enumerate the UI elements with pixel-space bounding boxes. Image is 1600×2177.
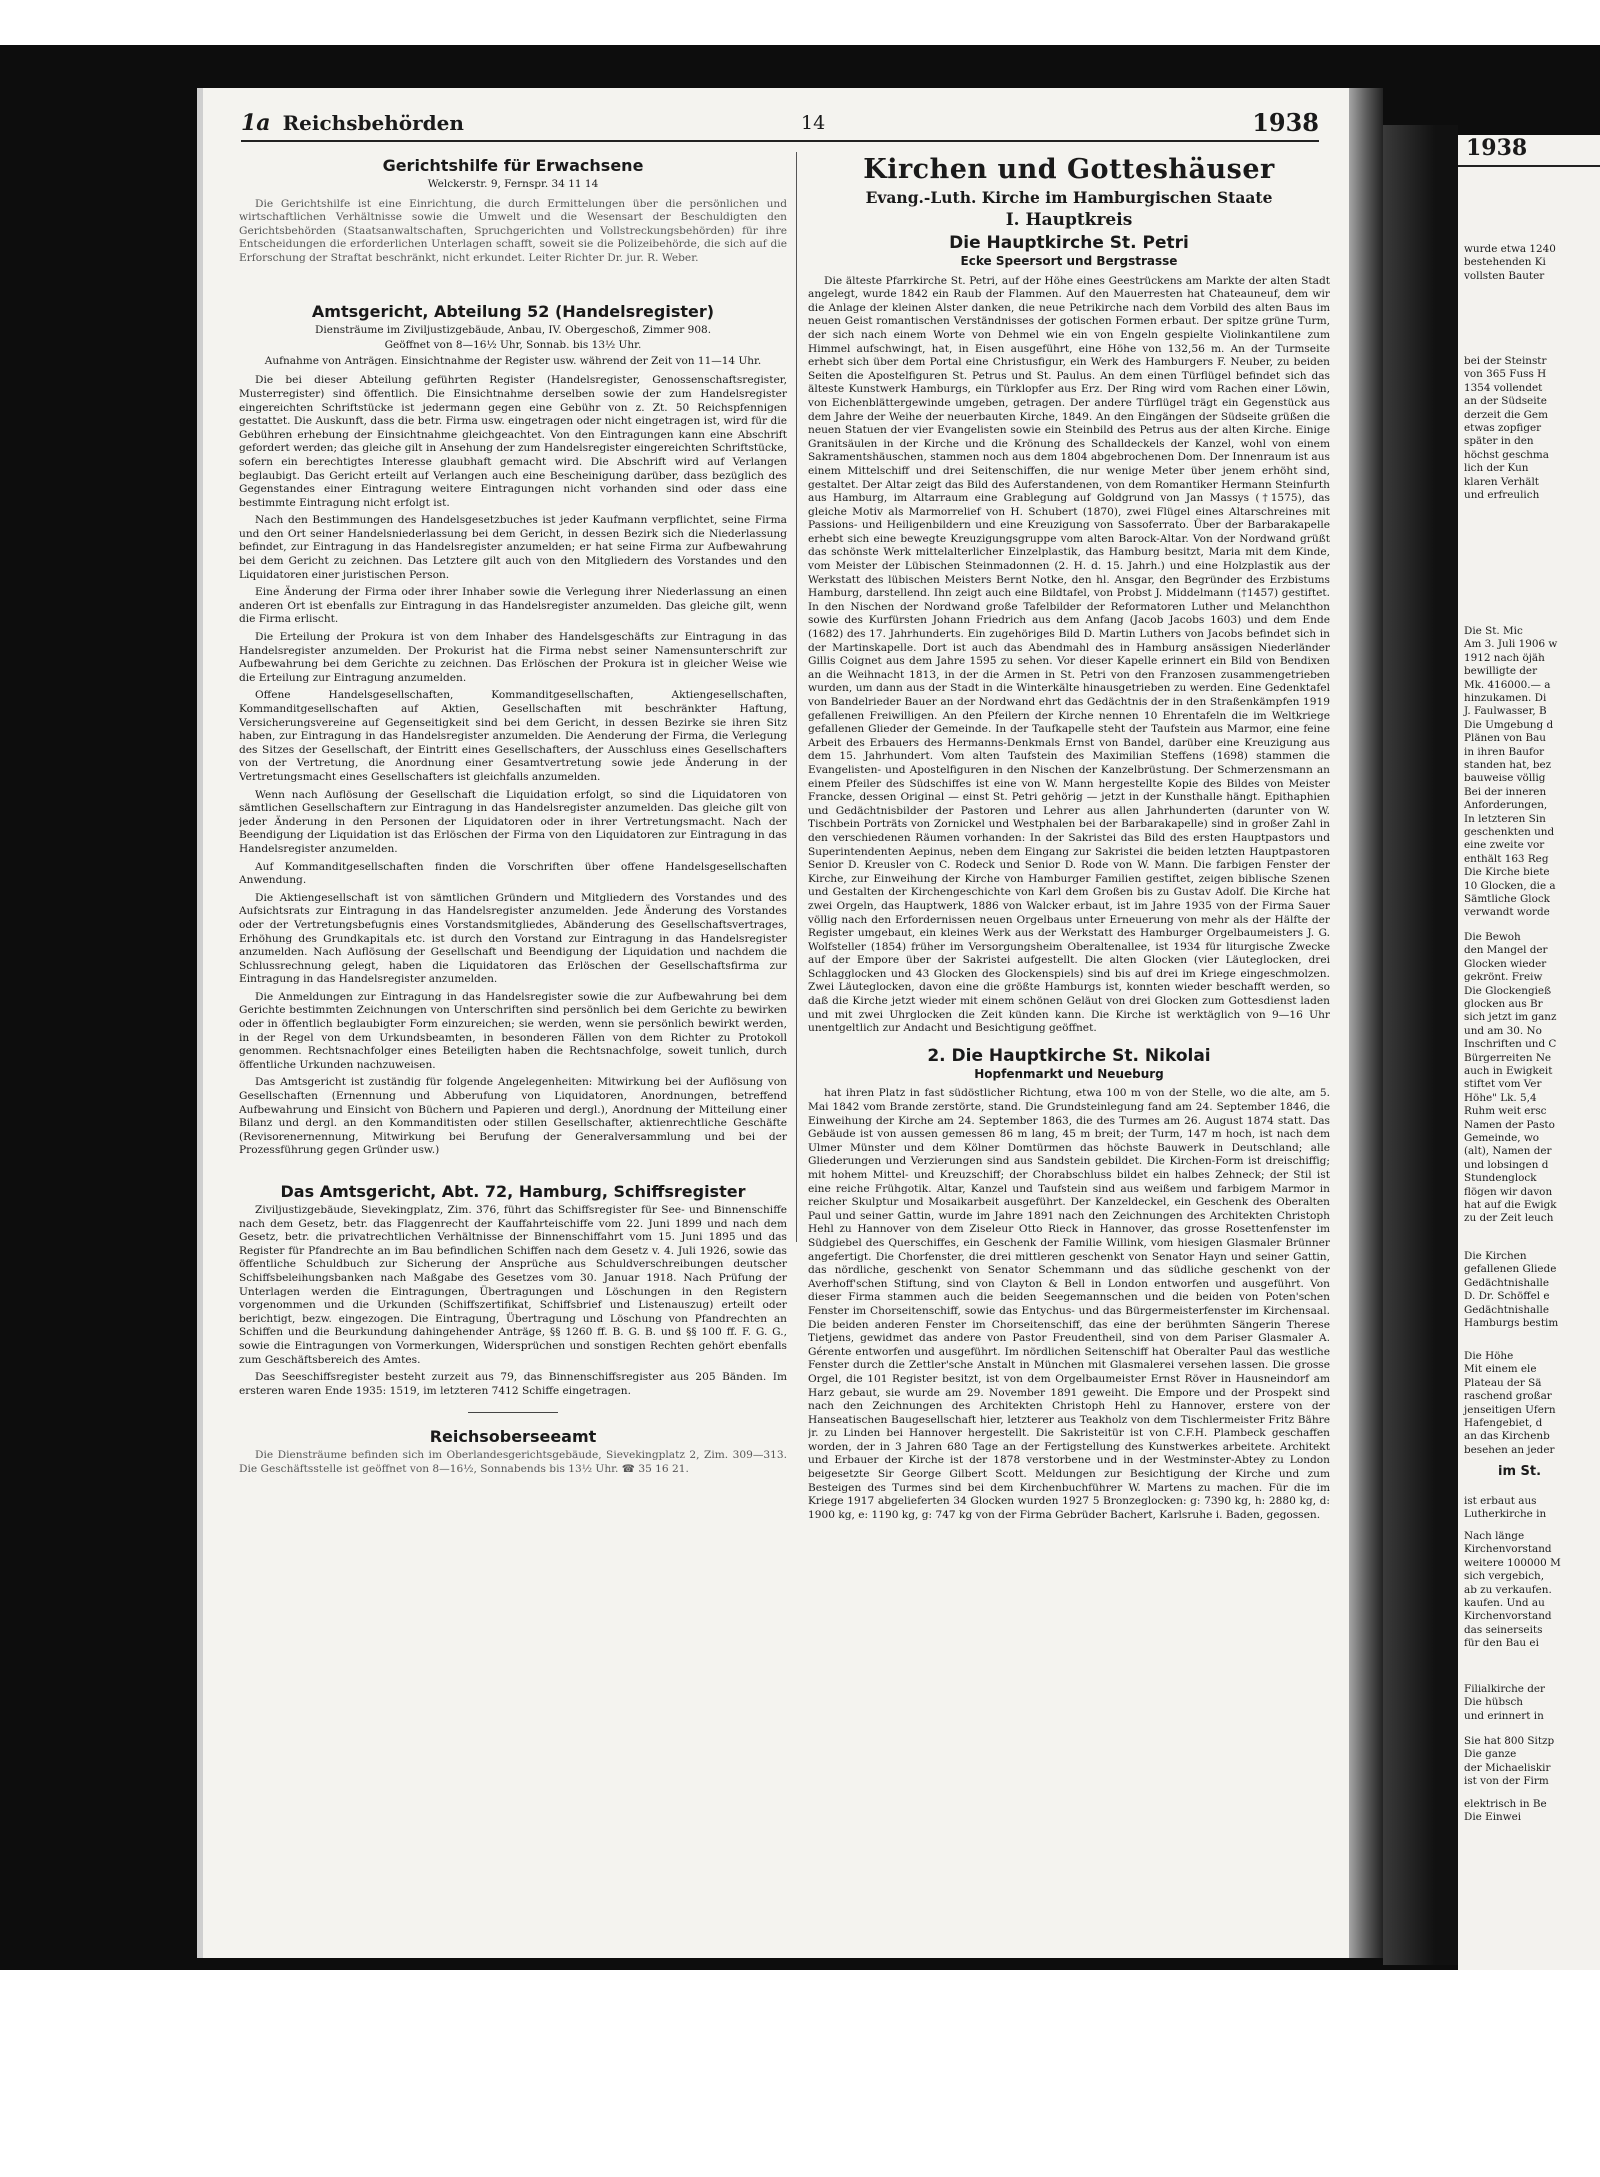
right-column: [808, 152, 1330, 1892]
right-page-line: Hamburgs bestim: [1464, 1317, 1559, 1329]
right-page-line: Kirchenvorstand: [1464, 1543, 1552, 1556]
section-address: Welckerstr. 9, Fernspr. 34 11 14: [427, 178, 599, 190]
right-page-line: Kirchenvorstand: [1464, 1610, 1552, 1623]
right-page-fragment: [1458, 135, 1600, 1970]
church-address: Hopfenmarkt und Neueburg: [974, 1066, 1164, 1081]
paragraph: Ziviljustizgebäude, Sievekingplatz, Zim. 376, führt das Schiffsregister für See- und Binnenschiffe nach dem Gesetz, betr. das Flaggenrecht der Kauffahrteischiffe vom 22. Juni 1899 und nach dem Gesetz, betr. die privatrechtlichen Verhältnisse der Binnenschiffahrt vom 15. Juni 1895 und das Register für Pfandrechte an im Bau befindlichen Schiffen nach dem Gesetz v. 4. Juli 1926, sowie das öffentliche Schuldbuch zur Sicherung der Ansprüche aus Schuldverschreibungen deutscher Schiffsbeleihungsbanken nach Maßgabe des Gesetzes vom 30. Januar 1918. Nach Prüfung der Unterlagen werden die Eintragungen, Übertragungen und Löschungen in den Registern vorgenommen und die Urkunden (Schiffszertifikat, Schiffsbrief und Listenauszug) erteilt oder berichtigt, bezw. eingezogen. Die Eintragung, Übertragung und Löschung von Pfandrechten an Schiffen und die Beurkundung dahingehender Anträge, §§ 1260 ff. B. G. B. und §§ 100 ff. F. G. G., sowie die Eintragungen von Vormerkungen, Widersprüchen und sonstigen Rechten gehört ebenfalls zum Geschäftsbereich des Amtes.: [239, 1204, 787, 1366]
right-page-line: in ihren Baufor: [1464, 745, 1545, 758]
right-page-line: sich jetzt im ganz: [1464, 1011, 1557, 1024]
right-page-line: jenseitigen Ufern: [1464, 1403, 1556, 1416]
right-page-line: höchst geschma: [1464, 448, 1549, 461]
page-edge-shadow: [1383, 125, 1458, 1965]
right-page-line: Die Glockengieß: [1464, 984, 1552, 997]
right-page-year: 1938: [1466, 135, 1528, 161]
right-page-line: stiftet vom Ver: [1464, 1078, 1542, 1091]
right-page-line: zu der Zeit leuch: [1464, 1212, 1554, 1225]
right-page-line: Die Kirche biete: [1464, 866, 1550, 879]
right-page-line: wurde etwa 1240: [1464, 243, 1556, 255]
right-page-line: Gedächtnishalle: [1464, 1276, 1550, 1289]
right-page-line: Die St. Mic: [1464, 625, 1523, 637]
paragraph: Wenn nach Auflösung der Gesellschaft die Liquidation erfolgt, so sind die Liquidatoren von sämtlichen Gesellschaftern zur Eintragung in das Handelsregister anzumelden. Das gleiche gilt von jeder Änderung in den Personen der Liquidatoren oder in ihrer Vertretungsmacht. Nach der Beendigung der Liquidation ist das Erlöschen der Firma von den Liquidatoren zur Eintragung in das Handelsregister anzumelden.: [239, 788, 787, 855]
right-page-line: Filialkirche der: [1464, 1683, 1546, 1695]
right-page-line: der Michaeliskir: [1464, 1761, 1551, 1774]
right-page-line: Bürgerreiten Ne: [1464, 1051, 1552, 1064]
right-page-line: 10 Glocken, die a: [1464, 879, 1556, 892]
right-page-line: an der Südseite: [1464, 395, 1547, 408]
right-page-line: das seinerseits: [1464, 1623, 1543, 1636]
right-page-line: Die Bewoh: [1464, 931, 1521, 943]
right-page-line: und am 30. No: [1464, 1024, 1542, 1037]
left-page: [197, 88, 1349, 1958]
right-page-line: auch in Ewigkeit: [1464, 1065, 1553, 1077]
right-page-line: an das Kirchenb: [1464, 1430, 1550, 1443]
right-page-line: geschenkten und: [1464, 826, 1555, 838]
paragraph: Die Gerichtshilfe ist eine Einrichtung, die durch Ermittelungen über die persönlichen und wirtschaftlichen Verhältnisse sowie die Umwelt und die Wesensart der Beschuldigten den Gerichtsbehörden (Staatsanwaltschaften, Spruchgerichten und Vollstreckungsbehörden) für ihre Entscheidungen die erforderlichen Unterlagen schafft, soweit sie die Polizeibehörde, die sich auf die Erforschung der Straftat beschränkt, nicht erkundet. Leiter Richter Dr. jur. R. Weber.: [239, 197, 787, 264]
right-page-line: raschend großar: [1464, 1390, 1552, 1403]
paragraph: Eine Änderung der Firma oder ihrer Inhaber sowie die Verlegung ihrer Niederlassung an einen anderen Ort ist ebenfalls zur Eintragung in das Handelsregister anzumelden. Das gleiche gilt, wenn die Firma erlischt.: [239, 586, 787, 626]
paragraph: Das Seeschiffsregister besteht zurzeit aus 79, das Binnenschiffsregister aus 205 Bänden. Im ersteren waren Ende 1935: 1519, im letzteren 7412 Schiffe eingetragen.: [239, 1371, 787, 1397]
paragraph: Offene Handelsgesellschaften, Kommanditgesellschaften, Aktiengesellschaften, Kommanditgesellschaften auf Aktien, Gesellschaften mit beschränkter Haftung, Versicherungsvereine auf Gegenseitigkeit sind bei dem Gericht, in dessen Bezirke sie ihren Sitz haben, zur Eintragung in das Handelsregister anzumelden. Die Aenderung der Firma, die Verlegung des Sitzes der Gesellschaft, der Eintritt eines Gesellschafters, der Ausschluss eines Gesellschafters von der Vertretung, die Anordnung einer Gesamtvertretung sowie jede Änderung in der Vertretungsmacht eines Gesellschafters ist gleichfalls anzumelden.: [239, 689, 787, 783]
right-page-line: standen hat, bez: [1464, 759, 1552, 771]
church-title: Die Hauptkirche St. Petri: [949, 233, 1189, 253]
section-title: Gerichtshilfe für Erwachsene: [382, 156, 644, 175]
right-page-line: Sie hat 800 Sitzp: [1464, 1735, 1555, 1747]
section-st-nikolai: [808, 1046, 1330, 1523]
right-page-line: Die hübsch: [1464, 1696, 1523, 1709]
right-page-line: Die ganze: [1464, 1748, 1517, 1761]
right-page-line: 1912 nach öjäh: [1464, 651, 1545, 664]
separator-rule: [468, 1412, 558, 1413]
right-page-line: Die Kirchen: [1464, 1250, 1527, 1262]
right-page-line: In letzteren Sin: [1464, 812, 1546, 825]
right-page-line: Bei der inneren: [1464, 785, 1547, 798]
paragraph: Nach den Bestimmungen des Handelsgesetzbuches ist jeder Kaufmann verpflichtet, seine Firma und den Ort seiner Handelsniederlassung bei dem Gericht, in dessen Bezirk sich die Niederlassung befindet, zur Eintragung in das Handelsregister anzumelden; er hat seine Firma zur Aufbewahrung bei dem Gericht zu zeichnen. Das Letztere gilt auch von den Mitgliedern des Vorstandes und den Liquidatoren einer juristischen Person.: [239, 514, 787, 581]
right-page-line: von 365 Fuss H: [1464, 368, 1547, 381]
right-page-line: J. Faulwasser, B: [1464, 705, 1547, 718]
right-page-header-rule: [1458, 165, 1600, 167]
paragraph: Die älteste Pfarrkirche St. Petri, auf der Höhe eines Geestrückens am Markte der alten Stadt angelegt, wurde 1842 ein Raub der Flammen. Auf den Mauerresten hat Chateauneuf, dem wir die Anlage der kleinen Alster danken, die neue Petrikirche nach dem Vorbild des alten Baus im neuen Geist romantischen Verständnisses der gotischen Formen erbaut. Der spitze grüne Turm, der sich nach einem Worte von Dehmel wie ein von Engeln gespielte Violinkantilene zum Himmel aufschwingt, hat, in Eisen ausgeführt, eine Höhe von 132,56 m. An der Turmseite erhebt sich über dem Portal eine Christusfigur, ein Werk des Hamburgers F. Neuber, zu beiden Seiten die Apostelfiguren St. Petrus und St. Paulus. An dem einen Türflügel befindet sich das älteste Kunstwerk Hamburgs, ein Türklopfer aus Erz. Der Ring wird vom Rachen einer Löwin, von Eichenblättergewinde umgeben, getragen. Der andere Türflügel trägt ein Gegenstück aus dem Jahre der Weihe der neuerbauten Kirche, 1849. An den Eingängen der Südseite grüßen die neuen Statuen der vier Evangelisten sowie ein Steinbild des Petrus aus der alten Kirche. Einige Granitsäulen in der Kirche und die Krönung des Schalldeckels der Kanzel, wohl von einem Sakramentshäuschen, stammen noch aus dem 1804 abgebrochenen Dom. Der Innenraum ist aus einem Mittelschiff und drei Seitenschiffen, die nur wenige Meter über jenem erhöht sind, gestaltet. Der Altar zeigt das Bild des Auferstandenen, von dem Romantiker Hermann Steinfurth aus Hamburg, im Altarraum eine Grablegung auf Goldgrund von Jan Massys (†1575), das gleiche Motiv als Marmorrelief von H. Schubert (1870), zwei Flügel eines Altarschreines mit Passions- und Heiligenbildern und eine Kreuzigung von Sassoferrato. Über der Barbarakapelle erhebt sich eine bewegte Kreuzigungsgruppe vom alten Barock-Altar. Von der Nordwand grüßt das schönste Werk mittelalterlicher Einzelplastik, das Hamburg besitzt, Maria mit dem Kinde, vom Meister der Lübischen Steinmadonnen (2. H. d. 15. Jahrh.) und eine Holzplastik aus der Werkstatt des lübischen Meisters Bernt Notke, den hl. Ansgar, den Begründer des Erzbistums Hamburg, darstellend. Ihn zeigt auch eine Bildtafel, von Probst J. Middelmann (†1457) gestiftet. In den Nischen der Nordwand große Tafelbilder der Reformatoren Luther und Melanchthon sowie des Kurfürsten Johann Friedrich aus dem Anfang (Jacob Jacobs 1603) und dem Ende (1682) des 17. Jahrhunderts. Ein zugehöriges Bild D. Martin Luthers von Jacobs befindet sich in der Martinskapelle. Dort ist auch das Abendmahl des in Hamburg ansässigen Niederländer Gillis Coignet aus dem Jahre 1595 zu sehen. Vor dieser Kapelle erinnert ein Bild von Bendixen an die Weihnacht 1813, in der die Armen in St. Petri von den Franzosen zusammengetrieben wurden, um dann aus der Stadt in die Winterkälte hinausgetrieben zu werden. Eine Gedenktafel von Bandelrieder Bauer an der Nordwand ehrt das Gedächtnis der in den Straßenkämpfen 1919 gefallenen Freiwilligen. An den Pfeilern der Kirche nennen 10 Ehrentafeln die im Weltkriege gefallenen Glieder der Gemeinde. In der Taufkapelle steht der Taufstein aus Marmor, eine feine Arbeit des Erbauers des Hermanns-Denkmals Ernst von Bandel, darüber eine Kreuzigung aus dem 15. Jahrhundert. Vom alten Taufstein des Maximilian Steffens (1698) stammen die Evangelisten- und Apostelfiguren in den Nischen der Kanzelbrüstung. Der Schmerzensmann an einem Pfeiler des Südschiffes ist eine von W. Mann hergestellte Kopie des Bildes von Meister Francke, dessen Original — einst St. Petri gehörig — jetzt in der Kunsthalle hängt. Epithaphien und Gedächtnisbilder der Pastoren und Lehrer aus allen Jahrhunderten (darunter von W. Tischbein Porträts von Zornickel und Westphalen bei der Barbarakapelle) sind in großer Zahl in den verschiedenen Räumen vorhanden: In der Sakristei das Bild des ersten Hauptpastors und Superintendenten Aepinus, neben dem Eingang zur Sakristei die beiden letzten Hauptpastoren Senior D. Kreusler von C. Rodeck und Senior D. Rode von W. Mann. Die farbigen Fenster der Kirche, zur Einweihung der Kirche von Hamburger Familien gestiftet, zeigen biblische Szenen und Gestalten der Kirchengeschichte von Karl dem Großen bis zu Gustav Adolf. Die Kirche hat zwei Orgeln, das Hauptwerk, 1886 von Walcker erbaut, ist im Jahre 1935 von der Firma Sauer völlig nach den Erfordernissen neuen Orgelbaus unter Erneuerung von mehr als der Hälfte der Register umgebaut, ein kleines Werk aus der Werkstatt des Hamburger Orgelbaumeisters J. G. Wolfsteller (1854) früher im Versorgungsheim Oberaltenallee, ist 1934 für liturgische Zwecke auf der Empore über der Sakristei aufgestellt. Die alten Glocken (vier Läuteglocken, drei Schlagglocken und 43 Glocken des Glockenspiels) sind bis auf drei im Kriege eingeschmolzen. Zwei Läuteglocken, davon eine die größte Hamburgs ist, konnten wieder beschafft werden, so daß die Kirche jetzt wieder mit einem schönen Geläut von drei Glocken zum Gottesdienst laden und mit zwei Uhrglocken die Zeit künden kann. Die Kirche ist werktäglich von 9—16 Uhr unentgeltlich zur Andacht und Besichtigung geöffnet.: [808, 274, 1330, 1035]
right-page-line: flögen wir davon: [1464, 1185, 1553, 1198]
right-page-line: ist erbaut aus: [1464, 1495, 1537, 1507]
header-title: Reichsbehörden: [282, 111, 464, 135]
right-page-line: den Mangel der: [1464, 944, 1548, 957]
right-page-line: 1354 vollendet: [1464, 381, 1543, 394]
right-page-line: gefallenen Gliede: [1464, 1263, 1557, 1276]
right-page-line: etwas zopfiger: [1464, 422, 1542, 434]
right-page-line: Sämtliche Glock: [1464, 893, 1550, 905]
section-title: Amtsgericht, Abteilung 52 (Handelsregister): [311, 301, 715, 321]
right-page-line: Ruhm weit ersc: [1464, 1105, 1547, 1118]
right-page-line: für den Bau ei: [1464, 1637, 1539, 1650]
page-number: 14: [801, 112, 826, 134]
running-header: [241, 106, 1319, 142]
book-gutter: [1343, 88, 1383, 1958]
right-page-line: D. Dr. Schöffel e: [1464, 1290, 1550, 1303]
right-page-line: Die Einwei: [1464, 1811, 1522, 1824]
section-title: Reichsoberseeamt: [429, 1427, 597, 1447]
right-page-line: eine zweite vor: [1464, 839, 1545, 852]
paragraph: hat ihren Platz in fast südöstlicher Richtung, etwa 100 m von der Stelle, wo die alte, am 5. Mai 1842 vom Brande zerstörte, stand. Die Grundsteinlegung fand am 24. September 1846, die Einweihung der Kirche am 24. September 1863, die des Turmes am 26. August 1874 statt. Das Gebäude ist von aussen gemessen 86 m lang, 45 m breit; der Turm, 147 m hoch, ist nach dem Ulmer Münster und dem Kölner Domtürmen das höchste Bauwerk in Deutschland; alle Gliederungen und Verzierungen sind aus Sandstein gebildet. Die Kirchen-Form ist dreischiffig; mit hohem Mittel- und Kreuzschiff; der Chorabschluss bildet ein halbes Zehneck; der Stil ist eine reiche Frühgotik. Altar, Kanzel und Taufstein sind aus weißem und farbigem Marmor in reicher Skulptur und Mosaikarbeit ausgeführt. Der Kanzeldeckel, ein Geschenk des Oberalten Paul und seiner Gattin, wurde im Jahre 1891 nach den Zeichnungen des Architekten Christoph Hehl zu Hannover von dem Ziseleur Otto Rieck in Hannover, das grosse Rosettenfenster im Südgiebel des Querschiffes, ein Geschenk der Familie Willink, vom hiesigen Glasmaler Brünner angefertigt. Die Chorfenster, die drei mittleren geschenkt von Senator Hayn und seiner Gattin, das nördliche, geschenkt von Senator Schemmann und das südliche geschenkt von der Averhoff'schen Stiftung, sind von Clayton & Bell in London entworfen und ausgeführt. Von dieser Firma stammen auch die beiden Seegemannschen und die beiden von Poten'schen Fenster im Chorseitenschiff, sowie das Entychus- und das Bürgermeisterfenster im Kirchensaal. Die beiden anderen Fenster im Chorseitenschiff, das eine der berühmten Sängerin Therese Tietjens, gewidmet das andere von Pastor Freudentheil, sind von dem Pariser Glasmaler A. Gérente entworfen und ausgeführt. Im nördlichen Seitenschiff hat Oberalter Paul das westliche Fenster durch die Zettler'sche Anstalt in München mit Glasmalerei versehen lassen. Die grosse Orgel, die 101 Register besitzt, ist von dem Orgelbaumeister Ernst Röver in Hausneindorf am Harz gebaut, sie wurde am 29. November 1891 geweiht. Die Empore und der Prospekt sind nach den Zeichnungen des Architekten Christoph Hehl zu Hannover, erstere von der Hanseatischen Baugesellschaft hier, letzterer aus Teakholz von dem Tischlermeister Fritz Bähre jr. zu Linden bei Hannover hergestellt. Die Sakristeitür ist von C.F.H. Plambeck geschaffen worden, der in 3 Jahren 680 Tage an der Fertigstellung des Kunstwerkes arbeitete. Architekt und Erbauer der Kirche ist der 1878 verstorbene und in der Westminster-Abtey zu London beigesetzte Sir George Gilbert Scott. Meldungen zur Besichtigung der Kirche und zum Besteigen des Turmes sind bei dem Kirchenbuchführer W. Martens zu machen. Für die im Kriege 1917 abgelieferten 34 Glocken wurden 1927 5 Bronzeglocken: g: 7390 kg, h: 2880 kg, d: 1900 kg, e: 1190 kg, g: 747 kg von der Firma Gebrüder Bachert, Karlsruhe i. Baden, gegossen.: [808, 1087, 1330, 1521]
right-page-line: ab zu verkaufen.: [1464, 1583, 1552, 1596]
right-page-line: gekrönt. Freiw: [1464, 971, 1543, 984]
right-page-line: kaufen. Und au: [1464, 1597, 1545, 1609]
right-page-line: Plänen von Bau: [1464, 732, 1546, 745]
paragraph: Die Erteilung der Prokura ist von dem Inhaber des Handelsgeschäfts zur Eintragung in das Handelsregister anzumelden. Der Prokurist hat die Firma nebst seiner Namensunterschrift zur Aufbewahrung bei dem Gerichte zu zeichnen. Das Erlöschen der Prokura ist in gleicher Weise wie die Erteilung zur Eintragung anzumelden.: [239, 631, 787, 684]
church-title: 2. Die Hauptkirche St. Nikolai: [927, 1045, 1211, 1066]
paragraph: Die Anmeldungen zur Eintragung in das Handelsregister sowie die zur Aufbewahrung bei dem Gerichte bestimmten Zeichnungen von Unterschriften sind persönlich bei dem Gerichte zu bewirken oder in öffentlich beglaubigter Form einzureichen; sie werden, wenn sie persönlich bewirkt werden, in der Regel von dem Urkundsbeamten, in besonderen Fällen von dem Richter zu Protokoll genommen. Rechtsnachfolger eines Beteiligten haben die Rechtsnachfolge, soweit tunlich, durch öffentliche Urkunden nachzuweisen.: [239, 990, 787, 1071]
chapter-title: Kirchen und Gotteshäuser: [863, 154, 1275, 185]
right-page-line: (alt), Namen der: [1464, 1145, 1552, 1158]
right-page-line: lich der Kun: [1464, 462, 1529, 475]
right-page-line: enthält 163 Reg: [1464, 852, 1549, 865]
paragraph: Das Amtsgericht ist zuständig für folgende Angelegenheiten: Mitwirkung bei der Auflösung von Gesellschaften (Ernennung und Abberufung von Liquidatoren, Anordnungen, betreffend Aufbewahrung und Einsicht von Büchern und Papieren und dergl.), Anordnung der Mitteilung einer Bilanz und dergl. an den Kommanditisten oder stillen Gesellschafter, aktienrechtliche Geschäfte (Revisorenernennung, Mitwirkung bei Berufung der Generalversammlung und bei der Prozessführung gegen Gründer usw.): [239, 1076, 787, 1157]
right-page-line: Nach länge: [1464, 1530, 1525, 1542]
right-page-line: Anforderungen,: [1464, 799, 1548, 812]
paragraph: Auf Kommanditgesellschaften finden die Vorschriften über offene Handelsgesellschaften Anwendung.: [239, 860, 787, 887]
paragraph: Die Diensträume befinden sich im Oberlandesgerichtsgebäude, Sievekingplatz 2, Zim. 309—313. Die Geschäftsstelle ist geöffnet von 8—16½, Sonnabends bis 13½ Uhr. ☎ 35 16 21.: [239, 1449, 787, 1475]
right-page-line: Am 3. Juli 1906 w: [1464, 638, 1558, 651]
right-page-line: Namen der Pasto: [1464, 1118, 1555, 1131]
right-page-line: Die Umgebung d: [1464, 718, 1554, 731]
right-page-line: Gemeinde, wo: [1464, 1132, 1540, 1144]
right-page-line: vollsten Bauter: [1464, 269, 1545, 282]
right-page-line: Höhe" Lk. 5,4: [1464, 1091, 1537, 1104]
section-gerichtshilfe: [239, 156, 787, 266]
right-page-line: weitere 100000 M: [1464, 1556, 1561, 1569]
right-page-line: Plateau der Sä: [1464, 1376, 1542, 1389]
section-subline: Geöffnet von 8—16½ Uhr, Sonnab. bis 13½ Uhr.: [384, 339, 642, 352]
right-page-line: und erfreulich: [1464, 489, 1540, 501]
right-page-line: bewilligte der: [1464, 665, 1538, 678]
section-title: Das Amtsgericht, Abt. 72, Hamburg, Schiffsregister: [280, 1182, 746, 1201]
right-page-line: bei der Steinstr: [1464, 355, 1547, 367]
section-schiffsregister: [239, 1182, 787, 1398]
header-year: 1938: [1252, 108, 1319, 137]
right-page-line: Mk. 416000.— a: [1464, 678, 1551, 691]
right-page-line: bauweise völlig: [1464, 772, 1546, 785]
right-page-line: Lutherkirche in: [1464, 1508, 1547, 1521]
right-page-line: besehen an jeder: [1464, 1443, 1555, 1456]
right-page-line: bestehenden Ki: [1464, 256, 1546, 269]
left-column: [239, 152, 787, 1892]
right-page-line: im St.: [1498, 1464, 1542, 1479]
header-left: [241, 110, 464, 136]
right-page-line: und lobsingen d: [1464, 1158, 1549, 1171]
right-page-line: später in den: [1464, 435, 1534, 448]
right-page-line: derzeit die Gem: [1464, 408, 1548, 421]
right-page-line: ist von der Firm: [1464, 1775, 1549, 1788]
right-page-line: Glocken wieder: [1464, 957, 1547, 970]
section-reichsoberseeamt: [239, 1427, 787, 1476]
right-page-line: hat auf die Ewigk: [1464, 1199, 1557, 1211]
right-page-line: Die Höhe: [1464, 1350, 1514, 1362]
right-page-line: Mit einem ele: [1464, 1363, 1537, 1376]
right-page-line: klaren Verhält: [1464, 475, 1539, 488]
section-mark: 1a: [241, 110, 271, 136]
paragraph: Die bei dieser Abteilung geführten Register (Handelsregister, Genossenschaftsregister, Musterregister) sind öffentlich. Die Einsichtnahme derselben sowie der zum Handelsregister eingereichten Schriftstücke ist jedermann gegen eine Gebühr von z. Zt. 50 Reichspfennigen gestattet. Die Auskunft, dass die betr. Firma usw. eingetragen oder nicht eingetragen ist, wird für die Gebühren erhebung der Einsichtnahme gleichgeachtet. Von den Eintragungen kann eine Abschrift gefordert werden; das gleiche gilt in Ansehung der zum Handelsregister eingereichten Schriftstücke, sofern ein berechtigtes Interesse glaubhaft gemacht wird. Die Abschrift wird auf Verlangen beglaubigt. Das Gericht erteilt auf Verlangen auch eine Bescheinigung darüber, dass bezüglich des Gegenstandes einer Eintragung weitere Eintragungen nicht vorhanden sind oder dass eine bestimmte Eintragung nicht erfolgt ist.: [239, 374, 787, 509]
section-subline: Diensträume im Ziviljustizgebäude, Anbau, IV. Obergeschoß, Zimmer 908.: [314, 323, 712, 336]
column-divider: [796, 152, 797, 1242]
right-page-line: Inschriften und C: [1464, 1038, 1557, 1051]
right-page-line: hinzukamen. Di: [1464, 692, 1547, 704]
right-page-line: verwandt worde: [1464, 906, 1550, 919]
right-page-line: elektrisch in Be: [1464, 1798, 1547, 1810]
district-heading: I. Hauptkreis: [1005, 210, 1133, 230]
paragraph: Die Aktiengesellschaft ist von sämtlichen Gründern und Mitgliedern des Vorstandes und des Aufsichtsrats zur Eintragung in das Handelsregister anzumelden. Jede Änderung des Vorstandes oder der Vertretungsbefugnis eines Vorstandsmitgliedes, Abänderung des Gesellschaftsvertrages, Erhöhung des Grundkapitals etc. ist durch den Vorstand zur Eintragung in das Handelsregister anzumelden. Nach Auflösung der Gesellschaft und Beendigung der Liquidation und nachdem die Schlussrechnung gelegt, haben die Liquidatoren das Erlöschen der Gesellschaftsfirma zur Eintragung in das Handelsregister anzumelden.: [239, 891, 787, 986]
right-page-line: Hafengebiet, d: [1464, 1417, 1543, 1429]
right-page-line: und erinnert in: [1464, 1709, 1544, 1722]
section-handelsregister: [239, 302, 787, 1158]
section-subline: Aufnahme von Anträgen. Einsichtnahme der Register usw. während der Zeit von 11—14 Uhr.: [264, 354, 762, 367]
right-page-line: sich vergebich,: [1464, 1570, 1545, 1583]
section-st-petri: [808, 233, 1330, 1036]
right-page-line: Stundenglock: [1464, 1172, 1537, 1185]
church-address: Ecke Speersort und Bergstrasse: [960, 254, 1178, 268]
chapter-subtitle: Evang.-Luth. Kirche im Hamburgischen Staate: [865, 188, 1273, 207]
right-page-line: glocken aus Br: [1464, 998, 1543, 1010]
right-page-line: Gedächtnishalle: [1464, 1303, 1550, 1316]
